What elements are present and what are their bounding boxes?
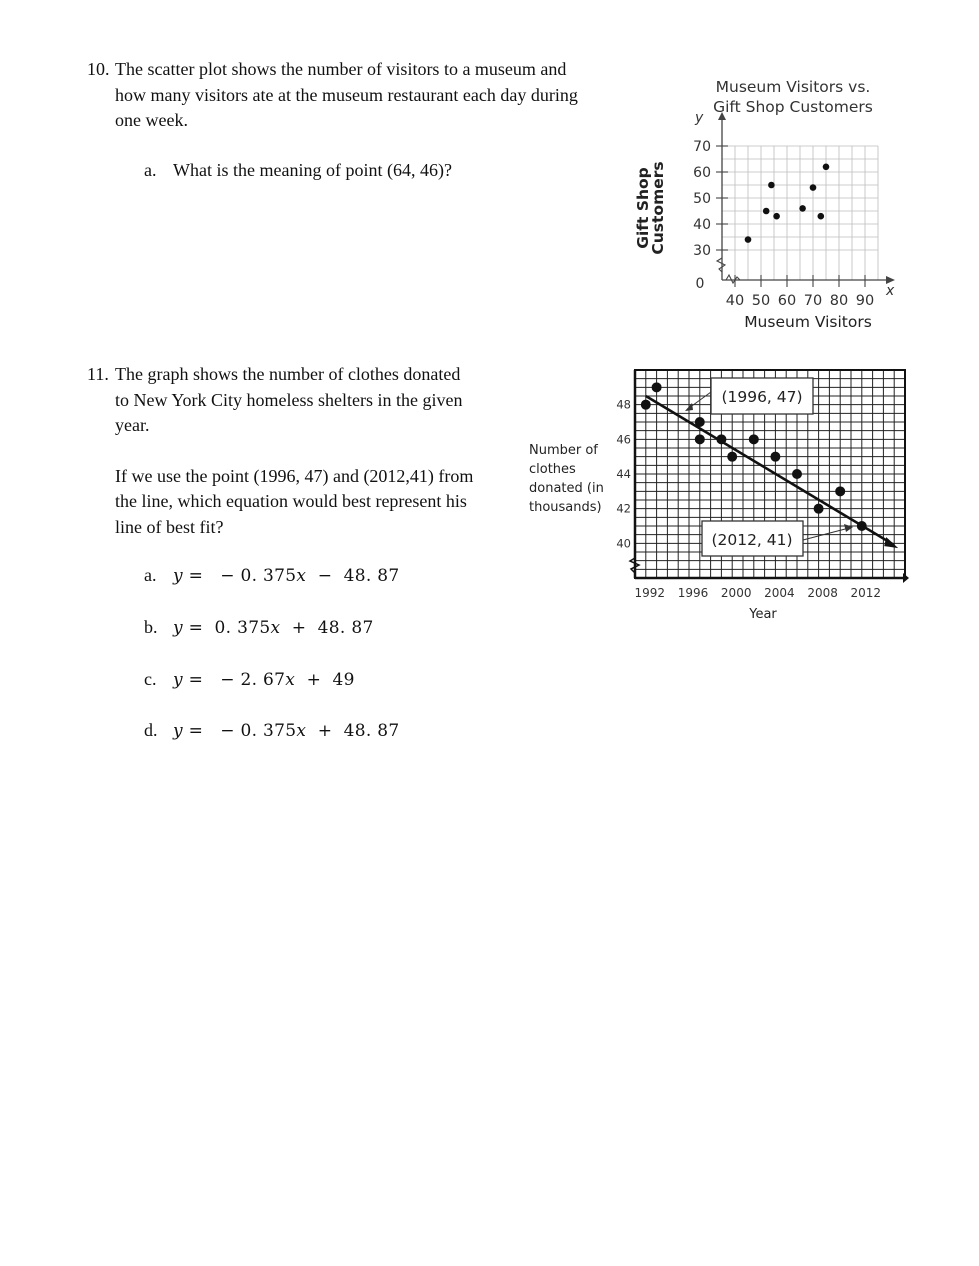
x-tick-label: 2012 bbox=[850, 586, 882, 600]
y-axis-title-line2: Customers bbox=[649, 161, 667, 255]
question-11-line: the line, which equation would best represent his bbox=[115, 491, 467, 511]
data-point bbox=[768, 182, 775, 189]
option-label: d. bbox=[144, 720, 158, 740]
data-point bbox=[810, 184, 817, 191]
x-tick-label: 90 bbox=[855, 293, 875, 309]
y-tick-label: 70 bbox=[693, 139, 711, 155]
question-10-text bbox=[115, 57, 578, 134]
x-axis-title: Year bbox=[749, 607, 777, 622]
x-tick-label: 80 bbox=[829, 293, 849, 309]
option-label: a. bbox=[144, 565, 157, 585]
option-equation: y = − 0. 375x + 48. 87 bbox=[173, 721, 400, 741]
option-equation: y = − 0. 375x − 48. 87 bbox=[173, 566, 400, 586]
option-b[interactable] bbox=[144, 617, 374, 638]
x-tick-label: 2000 bbox=[720, 586, 752, 600]
data-point bbox=[652, 382, 662, 392]
data-point bbox=[799, 205, 806, 212]
data-point bbox=[763, 208, 770, 215]
y-tick-label: 40 bbox=[616, 536, 631, 551]
x-tick-label: 50 bbox=[751, 293, 771, 309]
data-point bbox=[792, 469, 802, 479]
y-axis-title-line1: Gift Shop bbox=[634, 167, 652, 249]
data-point bbox=[695, 417, 705, 427]
y-tick-label: 60 bbox=[693, 165, 711, 181]
question-10-line: one week. bbox=[115, 110, 188, 130]
question-10 bbox=[87, 57, 627, 137]
y-tick-label: 50 bbox=[693, 191, 711, 207]
data-point bbox=[823, 164, 830, 171]
question-11 bbox=[87, 362, 527, 542]
y-tick-label: 48 bbox=[616, 397, 631, 412]
option-label: c. bbox=[144, 669, 157, 689]
option-c[interactable] bbox=[144, 669, 355, 690]
chart-grid bbox=[722, 146, 878, 280]
data-point bbox=[749, 434, 759, 444]
x-tick-label: 2004 bbox=[764, 586, 795, 600]
data-point bbox=[835, 486, 845, 496]
chart-title-line2: Gift Shop Customers bbox=[713, 98, 873, 116]
option-equation: y = 0. 375x + 48. 87 bbox=[173, 618, 374, 638]
x-tick-label: 40 bbox=[725, 293, 745, 309]
data-point bbox=[770, 452, 780, 462]
x-tick-label: 2008 bbox=[807, 586, 838, 600]
question-10-line: The scatter plot shows the number of visitors to a museum and bbox=[115, 59, 567, 79]
option-label: b. bbox=[144, 617, 158, 637]
data-point bbox=[857, 521, 867, 531]
annotation-arrow bbox=[844, 524, 853, 532]
option-d[interactable] bbox=[144, 720, 400, 741]
museum-scatter-chart bbox=[620, 70, 920, 340]
x-tick-label: 1992 bbox=[634, 586, 666, 600]
y-tick-label: 44 bbox=[616, 467, 631, 481]
origin-label: 0 bbox=[695, 276, 705, 292]
annotation-label: (2012, 41) bbox=[711, 531, 793, 549]
clothes-donated-chart bbox=[525, 362, 915, 627]
x-tick-label: 60 bbox=[777, 293, 797, 309]
data-point bbox=[773, 213, 780, 220]
y-tick-label: 42 bbox=[616, 501, 631, 516]
question-11-number: 11. bbox=[87, 364, 109, 384]
option-a[interactable] bbox=[144, 565, 400, 586]
data-point bbox=[641, 400, 651, 410]
x-tick-label: 1996 bbox=[677, 586, 709, 600]
annotation-leader bbox=[803, 528, 849, 540]
y-axis-title-line: clothes bbox=[529, 462, 576, 477]
annotation-label: (1996, 47) bbox=[721, 388, 803, 406]
data-point bbox=[745, 236, 752, 243]
part-a-label: a. bbox=[144, 160, 157, 180]
x-axis-letter: x bbox=[886, 283, 895, 299]
question-11-line: If we use the point (1996, 47) and (2012,41) from bbox=[115, 465, 474, 486]
part-a-text: What is the meaning of point (64, 46)? bbox=[173, 160, 452, 180]
data-point bbox=[695, 434, 705, 444]
question-10-number: 10. bbox=[87, 59, 110, 79]
question-11-text bbox=[115, 362, 473, 540]
y-axis-break bbox=[717, 258, 725, 272]
y-axis-letter: y bbox=[695, 110, 704, 126]
fit-line-arrow bbox=[884, 537, 898, 548]
option-equation: y = − 2. 67x + 49 bbox=[173, 670, 355, 690]
question-11-line: The graph shows the number of clothes donated bbox=[115, 364, 461, 384]
data-point bbox=[716, 434, 726, 444]
y-tick-label: 40 bbox=[693, 217, 711, 233]
data-point bbox=[727, 452, 737, 462]
question-11-line: line of best fit? bbox=[115, 516, 224, 537]
y-axis-title-line: donated (in bbox=[529, 481, 604, 496]
data-point bbox=[818, 213, 825, 220]
y-axis-title-line: thousands) bbox=[529, 500, 602, 515]
question-10-part-a bbox=[144, 158, 452, 183]
data-point bbox=[814, 504, 824, 514]
y-tick-label: 46 bbox=[616, 432, 631, 447]
y-tick-label: 30 bbox=[693, 243, 711, 259]
chart-title-line1: Museum Visitors vs. bbox=[715, 78, 871, 96]
x-axis-title: Museum Visitors bbox=[744, 313, 872, 331]
question-11-line: to New York City homeless shelters in the given bbox=[115, 389, 463, 410]
question-11-line: year. bbox=[115, 415, 150, 435]
x-axis-break bbox=[726, 275, 740, 283]
question-10-line: how many visitors ate at the museum restaurant each day during bbox=[115, 84, 578, 105]
x-tick-label: 70 bbox=[803, 293, 823, 309]
y-axis-title-line: Number of bbox=[529, 443, 598, 458]
